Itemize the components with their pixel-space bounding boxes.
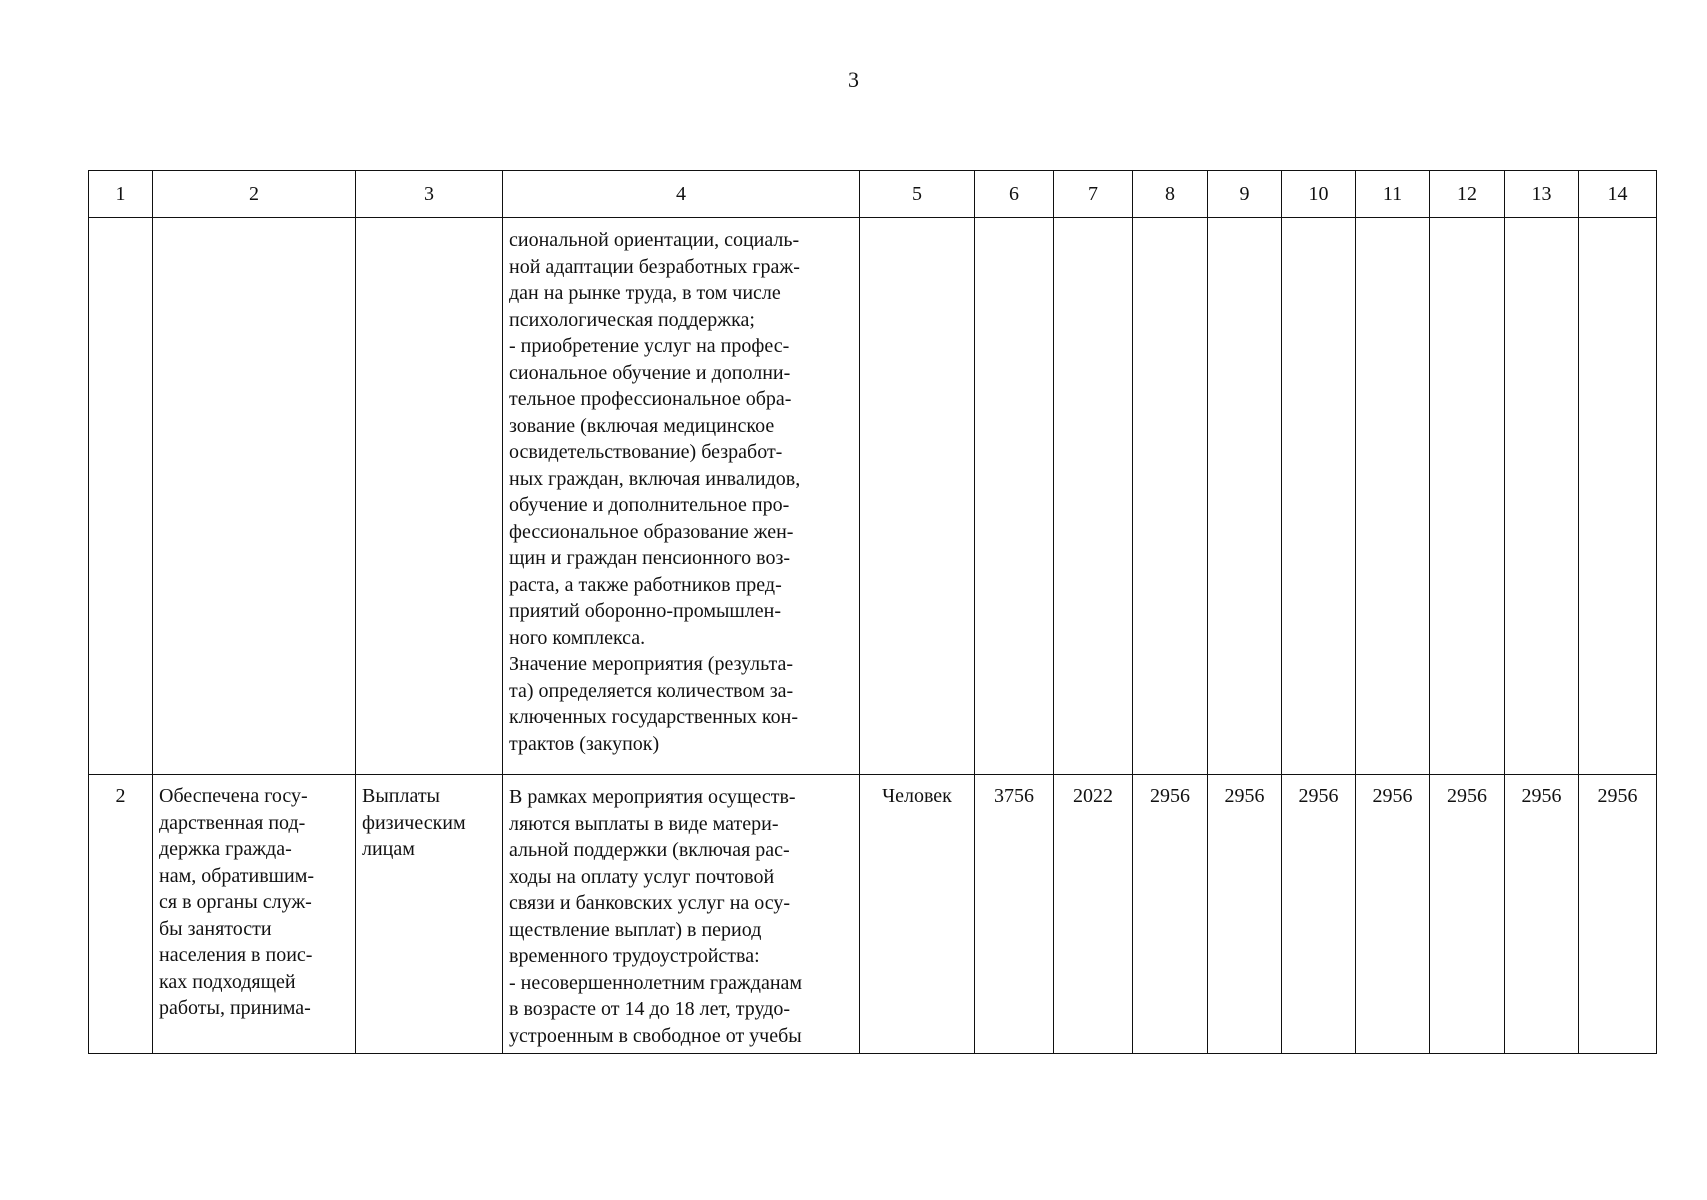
result-text bbox=[153, 775, 355, 1028]
cell-empty bbox=[1282, 218, 1356, 775]
cell-empty bbox=[1356, 218, 1430, 775]
type-cell bbox=[356, 775, 503, 1054]
table-row-2 bbox=[89, 775, 1657, 1054]
text-line: обучение и дополнительное про- bbox=[509, 494, 790, 516]
value-cell bbox=[1505, 775, 1579, 1054]
column-header-12: 12 bbox=[1430, 171, 1505, 218]
text-line: связи и банковских услуг на осу- bbox=[509, 892, 791, 914]
description-text bbox=[503, 218, 859, 761]
text-line: населения в поис- bbox=[159, 944, 313, 966]
value-text: 2956 bbox=[1150, 785, 1190, 807]
text-line: ках подходящей bbox=[159, 970, 296, 993]
text-line: Обеспечена госу- bbox=[159, 785, 308, 807]
value-cell bbox=[975, 775, 1054, 1054]
row-number bbox=[89, 775, 153, 1054]
column-header-2: 2 bbox=[153, 171, 356, 218]
description-text bbox=[503, 775, 859, 1053]
cell-empty bbox=[153, 218, 356, 775]
description-cell bbox=[503, 218, 860, 775]
row-number-text: 2 bbox=[115, 785, 126, 807]
column-header-9: 9 bbox=[1208, 171, 1282, 218]
value-cell bbox=[1430, 775, 1505, 1054]
column-header-11: 11 bbox=[1356, 171, 1430, 218]
column-header-14: 14 bbox=[1579, 171, 1657, 218]
text-line: освидетельствование) безработ- bbox=[509, 441, 783, 463]
value-text: 2956 bbox=[1597, 785, 1638, 807]
text-line: трактов (закупок) bbox=[509, 732, 660, 755]
text-line: сиональной ориентации, социаль- bbox=[509, 229, 800, 251]
text-line: бы занятости bbox=[159, 917, 272, 940]
text-line: та) определяется количеством за- bbox=[509, 679, 794, 702]
column-header-4: 4 bbox=[503, 171, 860, 218]
value-text: 2956 bbox=[1224, 785, 1265, 807]
description-cell bbox=[503, 775, 860, 1054]
text-line: фессиональное образование жен- bbox=[509, 520, 794, 543]
cell-empty bbox=[1208, 218, 1282, 775]
text-line: дарственная под- bbox=[159, 811, 306, 834]
text-line: лицам bbox=[362, 838, 415, 860]
cell-empty bbox=[356, 218, 503, 775]
text-line: сиональное обучение и дополни- bbox=[509, 361, 791, 384]
cell-empty bbox=[1430, 218, 1505, 775]
text-line: Значение мероприятия (результа- bbox=[509, 653, 794, 675]
text-line: работы, принима- bbox=[159, 997, 311, 1019]
cell-empty bbox=[975, 218, 1054, 775]
column-header-13: 13 bbox=[1505, 171, 1579, 218]
value-cell bbox=[1133, 775, 1208, 1054]
cell-empty bbox=[860, 218, 975, 775]
value-cell bbox=[1054, 775, 1133, 1054]
value-text: 2956 bbox=[1372, 785, 1413, 807]
cell-empty bbox=[89, 218, 153, 775]
column-header-6: 6 bbox=[975, 171, 1054, 218]
text-line: ходы на оплату услуг почтовой bbox=[509, 865, 775, 888]
text-line: Выплаты bbox=[362, 785, 440, 807]
column-header-3: 3 bbox=[356, 171, 503, 218]
page-number: 3 bbox=[848, 67, 859, 92]
value-text: 2956 bbox=[1298, 785, 1339, 807]
value-cell bbox=[1282, 775, 1356, 1054]
text-line: приятий оборонно-промышлен- bbox=[509, 600, 782, 622]
cell-empty bbox=[1505, 218, 1579, 775]
text-line: ляются выплаты в виде матери- bbox=[509, 812, 779, 835]
text-line: дан на рынке труда, в том числе bbox=[509, 282, 781, 304]
column-header-5: 5 bbox=[860, 171, 975, 218]
result-cell bbox=[153, 775, 356, 1054]
header-row bbox=[89, 171, 1657, 218]
cell-empty bbox=[1054, 218, 1133, 775]
value-cell bbox=[1208, 775, 1282, 1054]
text-line: - приобретение услуг на профес- bbox=[509, 335, 790, 357]
unit-cell bbox=[860, 775, 975, 1054]
text-line: В рамках мероприятия осуществ- bbox=[509, 786, 796, 808]
column-header-8: 8 bbox=[1133, 171, 1208, 218]
text-line: временного трудоустройства: bbox=[509, 945, 760, 967]
type-text bbox=[356, 775, 502, 869]
text-line: ной адаптации безработных граж- bbox=[509, 255, 800, 278]
text-line: ся в органы служ- bbox=[159, 891, 312, 913]
value-cell bbox=[1579, 775, 1657, 1054]
text-line: держка гражда- bbox=[159, 838, 292, 860]
text-line: в возрасте от 14 до 18 лет, трудо- bbox=[509, 998, 791, 1020]
value-text: 2956 bbox=[1447, 785, 1487, 807]
text-line: ключенных государственных кон- bbox=[509, 706, 798, 728]
cell-empty bbox=[1133, 218, 1208, 775]
text-line: физическим bbox=[362, 811, 466, 834]
table-row-continuation bbox=[89, 218, 1657, 775]
column-header-10: 10 bbox=[1282, 171, 1356, 218]
cell-empty bbox=[1579, 218, 1657, 775]
text-line: ного комплекса. bbox=[509, 626, 646, 649]
value-text: 2022 bbox=[1073, 785, 1113, 807]
value-text: 2956 bbox=[1521, 785, 1562, 807]
text-line: зование (включая медицинское bbox=[509, 414, 775, 437]
value-cell bbox=[1356, 775, 1430, 1054]
text-line: устроенным в свободное от учебы bbox=[509, 1024, 802, 1047]
text-line: щин и граждан пенсионного воз- bbox=[509, 547, 791, 569]
text-line: ществление выплат) в период bbox=[509, 918, 762, 941]
value-text: 3756 bbox=[994, 785, 1034, 807]
text-line: тельное профессиональное обра- bbox=[509, 388, 792, 410]
column-header-7: 7 bbox=[1054, 171, 1133, 218]
text-line: раста, а также работников пред- bbox=[509, 573, 782, 596]
unit-text: Человек bbox=[882, 785, 952, 807]
column-header-1: 1 bbox=[89, 171, 153, 218]
text-line: нам, обратившим- bbox=[159, 864, 315, 887]
text-line: психологическая поддержка; bbox=[509, 308, 755, 331]
program-table bbox=[88, 170, 1657, 1054]
text-line: ных граждан, включая инвалидов, bbox=[509, 467, 801, 490]
text-line: - несовершеннолетним гражданам bbox=[509, 971, 803, 994]
text-line: альной поддержки (включая рас- bbox=[509, 839, 790, 861]
